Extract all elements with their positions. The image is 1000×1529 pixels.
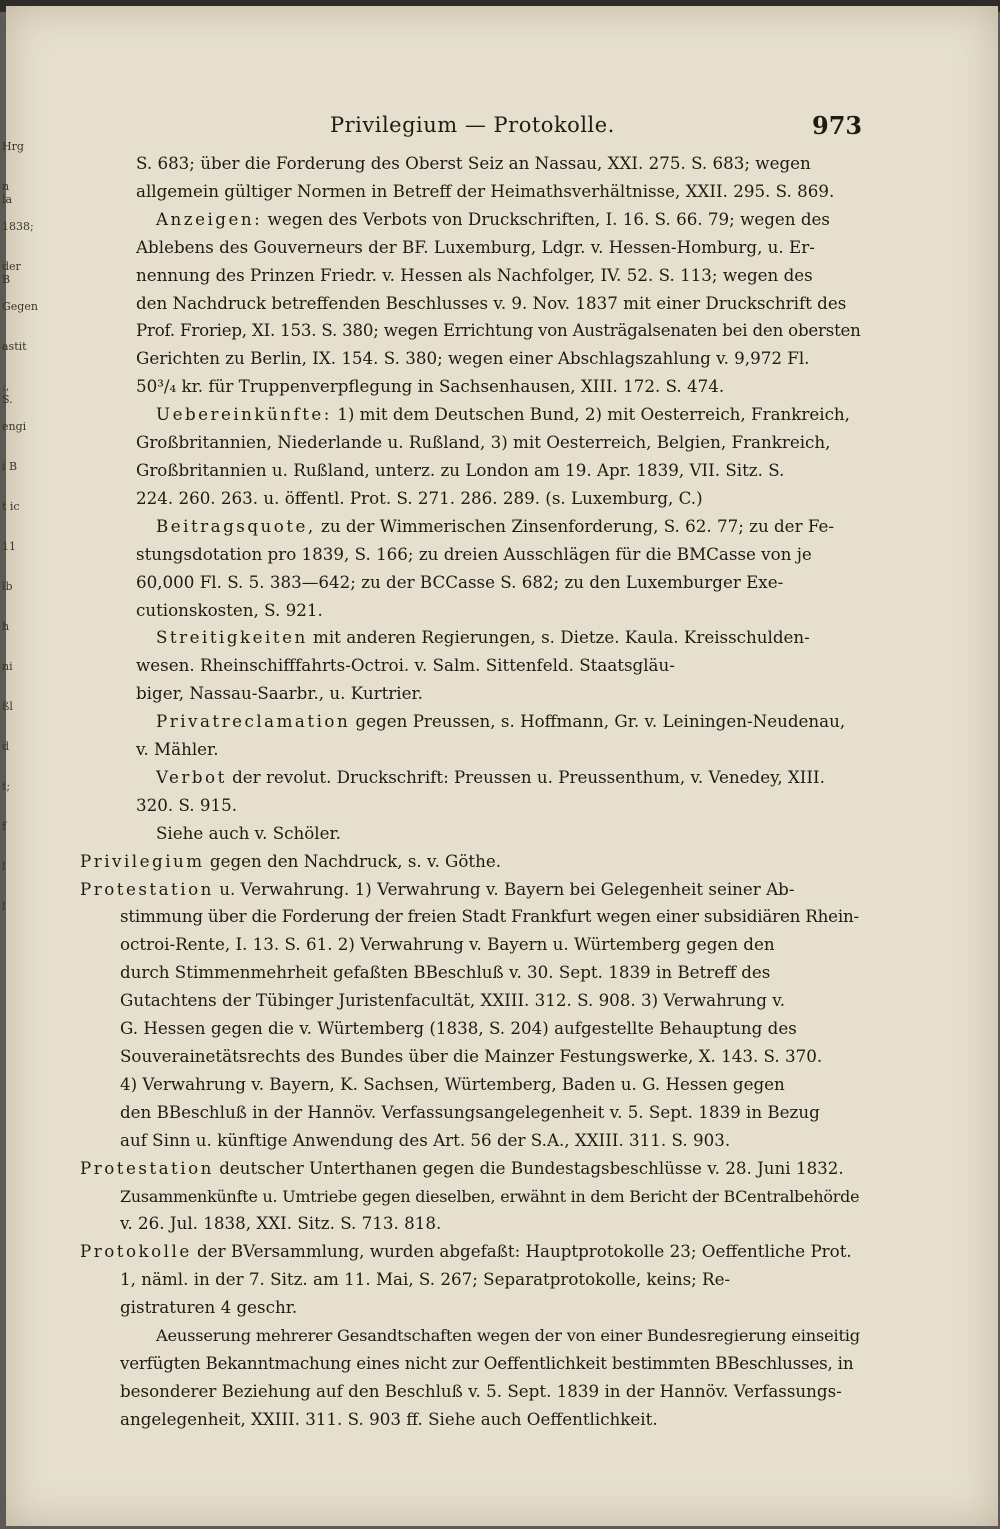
entry-headword: Verbot bbox=[156, 766, 227, 787]
line-text: 224. 260. 263. u. öffentl. Prot. S. 271. 286. 289. (s. Luxemburg, C.) bbox=[136, 487, 703, 508]
bleed-fragment: l bbox=[2, 900, 6, 913]
text-line bbox=[80, 1406, 860, 1434]
text-line bbox=[80, 624, 860, 652]
text-line bbox=[80, 931, 860, 959]
line-text: octroi-Rente, I. 13. S. 61. 2) Verwahrung v. Bayern u. Würtemberg gegen den bbox=[120, 934, 775, 955]
text-line bbox=[80, 1210, 860, 1238]
line-text: v. 26. Jul. 1838, XXI. Sitz. S. 713. 818. bbox=[120, 1213, 442, 1234]
line-text: 60,000 Fl. S. 5. 383—642; zu der BCCasse S. 682; zu den Luxemburger Exe- bbox=[136, 571, 784, 592]
line-text: deutscher Unterthanen gegen die Bundestagsbeschlüsse v. 28. Juni 1832. bbox=[213, 1157, 844, 1178]
entry-headword: Uebereinkünfte: bbox=[156, 404, 332, 425]
line-text: biger, Nassau-Saarbr., u. Kurtrier. bbox=[136, 683, 423, 704]
text-line bbox=[80, 345, 860, 373]
text-line bbox=[80, 234, 860, 262]
bleed-fragment: t; bbox=[2, 780, 11, 793]
bleed-fragment: Gegen bbox=[2, 300, 38, 313]
line-text: Siehe auch v. Schöler. bbox=[156, 822, 341, 843]
bleed-fragment: lb bbox=[2, 580, 13, 593]
line-text: allgemein gültiger Normen in Betreff der Heimathsverhältnisse, XXII. 295. S. 869. bbox=[136, 180, 835, 201]
text-line bbox=[80, 1043, 860, 1071]
bleed-fragment: d bbox=[2, 740, 10, 753]
line-text: Großbritannien u. Rußland, unterz. zu London am 19. Apr. 1839, VII. Sitz. S. bbox=[136, 459, 785, 480]
line-text: S. 683; über die Forderung des Oberst Seiz an Nassau, XXI. 275. S. 683; wegen bbox=[136, 153, 811, 173]
line-text: der BVersammlung, wurden abgefaßt: Hauptprotokolle 23; Oeffentliche Prot. bbox=[191, 1241, 852, 1262]
text-line bbox=[80, 680, 860, 708]
line-text: 320. S. 915. bbox=[136, 794, 238, 815]
text-line bbox=[80, 1266, 860, 1294]
line-text: der revolut. Druckschrift: Preussen u. Preussenthum, v. Venedey, XIII. bbox=[226, 766, 825, 787]
line-text: besonderer Beziehung auf den Beschluß v. 5. Sept. 1839 in der Hannöv. Verfassungs- bbox=[120, 1380, 842, 1401]
bleed-fragment: 1838; bbox=[2, 220, 34, 233]
text-line bbox=[80, 1015, 860, 1043]
entry-headword: Privatreclamation bbox=[156, 711, 351, 732]
text-line bbox=[80, 792, 860, 820]
text-line bbox=[80, 959, 860, 987]
text-line bbox=[80, 401, 860, 429]
text-line bbox=[80, 541, 860, 569]
bleed-fragment: i B bbox=[2, 460, 18, 473]
line-text: Gerichten zu Berlin, IX. 154. S. 380; wegen einer Abschlagszahlung v. 9,972 Fl. bbox=[136, 348, 810, 369]
text-line bbox=[80, 262, 860, 290]
text-line bbox=[80, 652, 860, 680]
line-text: zu der Wimmerischen Zinsenforderung, S. 62. 77; zu der Fe- bbox=[315, 515, 835, 536]
text-line bbox=[80, 150, 860, 178]
entry-headword: Anzeigen: bbox=[156, 208, 263, 229]
text-line bbox=[80, 1322, 860, 1350]
bleed-fragment: engi bbox=[2, 420, 27, 433]
text-line bbox=[80, 1155, 860, 1183]
line-text: verfügten Bekanntmachung eines nicht zur Oeffentlichkeit bestimmten BBeschlusses, in bbox=[120, 1352, 854, 1373]
line-text: Ablebens des Gouverneurs der BF. Luxemburg, Ldgr. v. Hessen-Homburg, u. Er- bbox=[136, 236, 815, 257]
bleed-fragment: t ic bbox=[2, 500, 20, 513]
line-text: 4) Verwahrung v. Bayern, K. Sachsen, Würtemberg, Baden u. G. Hessen gegen bbox=[120, 1073, 785, 1094]
text-line bbox=[80, 736, 860, 764]
bleed-fragment: der B bbox=[2, 260, 21, 286]
line-text: wegen des Verbots von Druckschriften, I. 16. S. 66. 79; wegen des bbox=[262, 208, 830, 229]
text-line bbox=[80, 206, 860, 234]
line-text: den Nachdruck betreffenden Beschlusses v. 9. Nov. 1837 mit einer Druckschrift des bbox=[136, 292, 847, 313]
entry-headword: Beitragsquote, bbox=[156, 515, 316, 536]
line-text: 50³/₄ kr. für Truppenverpflegung in Sachsenhausen, XIII. 172. S. 474. bbox=[136, 376, 725, 397]
line-text: Aeusserung mehrerer Gesandtschaften wegen der von einer Bundesregierung einseitig bbox=[156, 1326, 860, 1346]
line-text: v. Mähler. bbox=[136, 739, 219, 760]
entry-headword: Streitigkeiten bbox=[156, 627, 308, 648]
line-text: G. Hessen gegen die v. Würtemberg (1838, S. 204) aufgestellte Behauptung des bbox=[120, 1018, 797, 1039]
entry-headword: Protestation bbox=[80, 1157, 214, 1178]
bleed-fragment: h bbox=[2, 620, 10, 633]
text-line bbox=[80, 903, 860, 931]
line-text: angelegenheit, XXIII. 311. S. 903 ff. Siehe auch Oeffentlichkeit. bbox=[120, 1408, 658, 1429]
margin-bleed bbox=[0, 140, 38, 1140]
bleed-fragment: l bbox=[2, 860, 6, 873]
bleed-fragment: astit bbox=[2, 340, 27, 353]
text-line bbox=[80, 1071, 860, 1099]
bleed-fragment: 11 bbox=[2, 540, 16, 553]
text-line bbox=[80, 1350, 860, 1378]
text-line bbox=[80, 1127, 860, 1155]
text-line bbox=[80, 569, 860, 597]
line-text: wesen. Rheinschifffahrts-Octroi. v. Salm. Sittenfeld. Staatsgläu- bbox=[136, 655, 675, 676]
text-line bbox=[80, 987, 860, 1015]
line-text: Gutachtens der Tübinger Juristenfacultät, XXIII. 312. S. 908. 3) Verwahrung v. bbox=[120, 990, 786, 1011]
text-line bbox=[80, 708, 860, 736]
line-text: cutionskosten, S. 921. bbox=[136, 599, 323, 620]
text-line bbox=[80, 1294, 860, 1322]
line-text: durch Stimmenmehrheit gefaßten BBeschluß v. 30. Sept. 1839 in Betreff des bbox=[120, 962, 771, 983]
entry-headword: Privilegium bbox=[80, 850, 205, 871]
line-text: den BBeschluß in der Hannöv. Verfassungsangelegenheit v. 5. Sept. 1839 in Bezug bbox=[120, 1101, 820, 1122]
line-text: stimmung über die Forderung der freien Stadt Frankfurt wegen einer subsidiären Rhein- bbox=[120, 906, 859, 927]
text-line bbox=[80, 485, 860, 513]
bleed-fragment: n la bbox=[2, 180, 13, 206]
text-line bbox=[80, 1099, 860, 1127]
line-text: Souverainetätsrechts des Bundes über die Mainzer Festungswerke, X. 143. S. 370. bbox=[120, 1046, 823, 1066]
text-line bbox=[80, 317, 860, 345]
bleed-fragment: Hrg bbox=[2, 140, 24, 153]
line-text: 1, näml. in der 7. Sitz. am 11. Mai, S. 267; Separatprotokolle, keins; Re- bbox=[120, 1269, 731, 1290]
line-text: gegen den Nachdruck, s. v. Göthe. bbox=[204, 850, 502, 871]
bleed-fragment: ni bbox=[2, 660, 13, 673]
text-line bbox=[80, 1378, 860, 1406]
text-line bbox=[80, 513, 860, 541]
entry-headword: Protokolle bbox=[80, 1241, 192, 1262]
text-line bbox=[80, 597, 860, 625]
page-number: 973 bbox=[812, 111, 863, 140]
text-line bbox=[80, 764, 860, 792]
bleed-fragment: ;, S. bbox=[2, 380, 13, 406]
text-line bbox=[80, 820, 860, 848]
line-text: u. Verwahrung. 1) Verwahrung v. Bayern bei Gelegenheit seiner Ab- bbox=[213, 878, 795, 899]
line-text: Zusammenkünfte u. Umtriebe gegen dieselben, erwähnt in dem Bericht der BCentralbehörde bbox=[120, 1186, 860, 1206]
text-line bbox=[80, 290, 860, 318]
index-text bbox=[80, 150, 860, 1434]
line-text: gistraturen 4 geschr. bbox=[120, 1297, 298, 1318]
bleed-fragment: ßl bbox=[2, 700, 13, 713]
text-line bbox=[80, 457, 860, 485]
line-text: nennung des Prinzen Friedr. v. Hessen als Nachfolger, IV. 52. S. 113; wegen des bbox=[136, 264, 813, 285]
line-text: gegen Preussen, s. Hoffmann, Gr. v. Leiningen-Neudenau, bbox=[350, 711, 846, 732]
text-line bbox=[80, 429, 860, 457]
line-text: 1) mit dem Deutschen Bund, 2) mit Oesterreich, Frankreich, bbox=[331, 404, 850, 425]
text-line bbox=[80, 1183, 860, 1211]
running-head: Privilegium — Protokolle. bbox=[330, 113, 615, 137]
line-text: Prof. Froriep, XI. 153. S. 380; wegen Errichtung von Austrägalsenaten bei den obersten bbox=[136, 321, 861, 341]
line-text: Großbritannien, Niederlande u. Rußland, 3) mit Oesterreich, Belgien, Frankreich, bbox=[136, 432, 831, 453]
bleed-fragment: f bbox=[2, 820, 7, 833]
line-text: mit anderen Regierungen, s. Dietze. Kaula. Kreisschulden- bbox=[307, 627, 810, 648]
text-line bbox=[80, 178, 860, 206]
text-line bbox=[80, 876, 860, 904]
text-line bbox=[80, 1238, 860, 1266]
text-line bbox=[80, 373, 860, 401]
line-text: auf Sinn u. künftige Anwendung des Art. 56 der S.A., XXIII. 311. S. 903. bbox=[120, 1129, 731, 1150]
text-line bbox=[80, 848, 860, 876]
entry-headword: Protestation bbox=[80, 878, 214, 899]
line-text: stungsdotation pro 1839, S. 166; zu dreien Ausschlägen für die BMCasse von je bbox=[136, 543, 812, 564]
